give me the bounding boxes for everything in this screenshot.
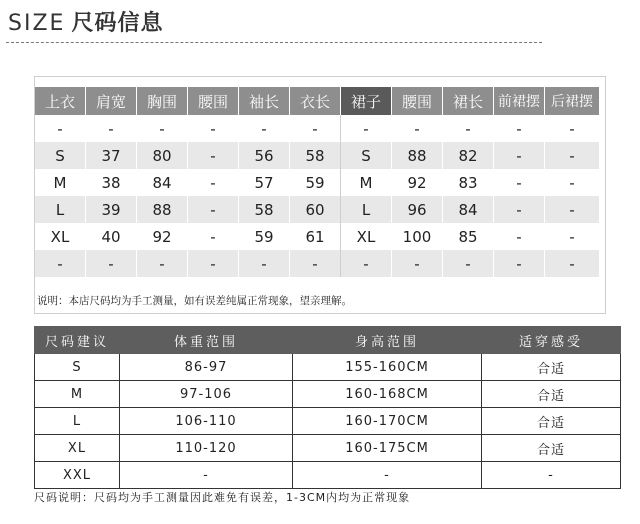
table-cell: - — [188, 196, 239, 223]
header-cell: 上衣 — [35, 87, 86, 115]
table-cell: XL — [35, 223, 86, 250]
table-cell: - — [290, 250, 341, 277]
table-row — [35, 435, 621, 462]
table-row — [35, 169, 599, 196]
table-cell: - — [545, 142, 600, 169]
table-cell: 61 — [290, 223, 341, 250]
table-cell: - — [392, 250, 443, 277]
table-cell: 100 — [392, 223, 443, 250]
table-row — [35, 142, 599, 169]
page-title — [8, 6, 163, 37]
size-panel — [34, 76, 606, 314]
table-cell: - — [482, 462, 621, 489]
header-cell: 后裙摆 — [545, 87, 600, 115]
table-cell: 84 — [443, 196, 494, 223]
table-cell: 37 — [86, 142, 137, 169]
table-cell: 85 — [443, 223, 494, 250]
table-cell: S — [35, 354, 120, 381]
table-cell: - — [494, 169, 545, 196]
table-row — [35, 196, 599, 223]
table-cell: - — [188, 250, 239, 277]
dashed-divider — [6, 42, 542, 43]
table-cell: 160-170CM — [293, 408, 482, 435]
table-cell: 59 — [290, 169, 341, 196]
table-row — [35, 408, 621, 435]
table-cell: 88 — [392, 142, 443, 169]
table-cell: S — [35, 142, 86, 169]
table-cell: L — [341, 196, 392, 223]
table-header-row — [35, 87, 599, 115]
table-header-row — [35, 327, 621, 354]
table-cell: - — [86, 250, 137, 277]
table-cell: - — [188, 223, 239, 250]
table-cell: S — [341, 142, 392, 169]
table-cell: 合适 — [482, 435, 621, 462]
table-cell: 58 — [239, 196, 290, 223]
table-cell: 57 — [239, 169, 290, 196]
table-cell: 82 — [443, 142, 494, 169]
table-cell: - — [545, 250, 600, 277]
table-cell: - — [545, 115, 600, 142]
table-cell: 96 — [392, 196, 443, 223]
title-zh: 尺码信息 — [71, 11, 164, 36]
table-cell: 80 — [137, 142, 188, 169]
header-cell: 尺码建议 — [35, 327, 120, 354]
header-cell: 身高范围 — [293, 327, 482, 354]
table-cell: 合适 — [482, 354, 621, 381]
table-cell: 92 — [137, 223, 188, 250]
table-cell: - — [545, 223, 600, 250]
header-cell: 体重范围 — [120, 327, 293, 354]
table-cell: 83 — [443, 169, 494, 196]
table-cell: - — [137, 115, 188, 142]
header-cell: 裙子 — [341, 87, 392, 115]
table-cell: 88 — [137, 196, 188, 223]
header-cell: 腰围 — [188, 87, 239, 115]
table-cell: 40 — [86, 223, 137, 250]
table-cell: - — [443, 115, 494, 142]
table-cell: - — [545, 196, 600, 223]
table-row — [35, 381, 621, 408]
table-cell: 160-168CM — [293, 381, 482, 408]
table-cell: 97-106 — [120, 381, 293, 408]
table-cell: - — [137, 250, 188, 277]
table-cell: 38 — [86, 169, 137, 196]
table-cell: - — [120, 462, 293, 489]
table-cell: L — [35, 196, 86, 223]
table-cell: 155-160CM — [293, 354, 482, 381]
table-cell: - — [239, 250, 290, 277]
table-row — [35, 223, 599, 250]
header-cell: 前裙摆 — [494, 87, 545, 115]
table-row — [35, 354, 621, 381]
table-row — [35, 250, 599, 277]
table-cell: - — [35, 115, 86, 142]
size-note: 尺码说明：尺码均为手工测量因此难免有误差，1-3CM内均为正常现象 — [34, 491, 411, 504]
table-cell: 86-97 — [120, 354, 293, 381]
table-cell: 92 — [392, 169, 443, 196]
title-en: SIZE — [8, 11, 66, 36]
table-cell: L — [35, 408, 120, 435]
table-cell: XXL — [35, 462, 120, 489]
table-cell: - — [494, 115, 545, 142]
table-cell: M — [35, 381, 120, 408]
header-cell: 裙长 — [443, 87, 494, 115]
header-cell: 肩宽 — [86, 87, 137, 115]
table-cell: 56 — [239, 142, 290, 169]
table-cell: 合适 — [482, 408, 621, 435]
table-cell: 39 — [86, 196, 137, 223]
table-row — [35, 115, 599, 142]
header-cell: 适穿感受 — [482, 327, 621, 354]
table-cell: 160-175CM — [293, 435, 482, 462]
table-cell: - — [443, 250, 494, 277]
header-cell: 胸围 — [137, 87, 188, 115]
table-cell: XL — [341, 223, 392, 250]
size-recommendation-table — [34, 326, 621, 489]
table-cell: - — [494, 223, 545, 250]
header-cell: 袖长 — [239, 87, 290, 115]
table-cell: - — [494, 196, 545, 223]
table-cell: - — [341, 115, 392, 142]
table-cell: - — [188, 169, 239, 196]
table-cell: M — [35, 169, 86, 196]
table-cell: 84 — [137, 169, 188, 196]
header-cell: 腰围 — [392, 87, 443, 115]
table-cell: M — [341, 169, 392, 196]
table-cell: 合适 — [482, 381, 621, 408]
table-cell: - — [290, 115, 341, 142]
table-cell: - — [545, 169, 600, 196]
table-cell: - — [188, 115, 239, 142]
table-cell: 58 — [290, 142, 341, 169]
header-cell: 衣长 — [290, 87, 341, 115]
table-cell: - — [341, 250, 392, 277]
table-row — [35, 462, 621, 489]
table-cell: - — [239, 115, 290, 142]
table-cell: - — [293, 462, 482, 489]
table-note: 说明：本店尺码均为手工测量，如有误差纯属正常现象，望亲理解。 — [37, 295, 352, 307]
table-cell: - — [494, 142, 545, 169]
table-cell: - — [35, 250, 86, 277]
table-cell: 106-110 — [120, 408, 293, 435]
table-cell: - — [494, 250, 545, 277]
table-cell: 59 — [239, 223, 290, 250]
garment-size-table — [35, 87, 599, 277]
table-cell: XL — [35, 435, 120, 462]
table-cell: - — [392, 115, 443, 142]
table-cell: - — [188, 142, 239, 169]
table-cell: - — [86, 115, 137, 142]
table-cell: 110-120 — [120, 435, 293, 462]
table-cell: 60 — [290, 196, 341, 223]
